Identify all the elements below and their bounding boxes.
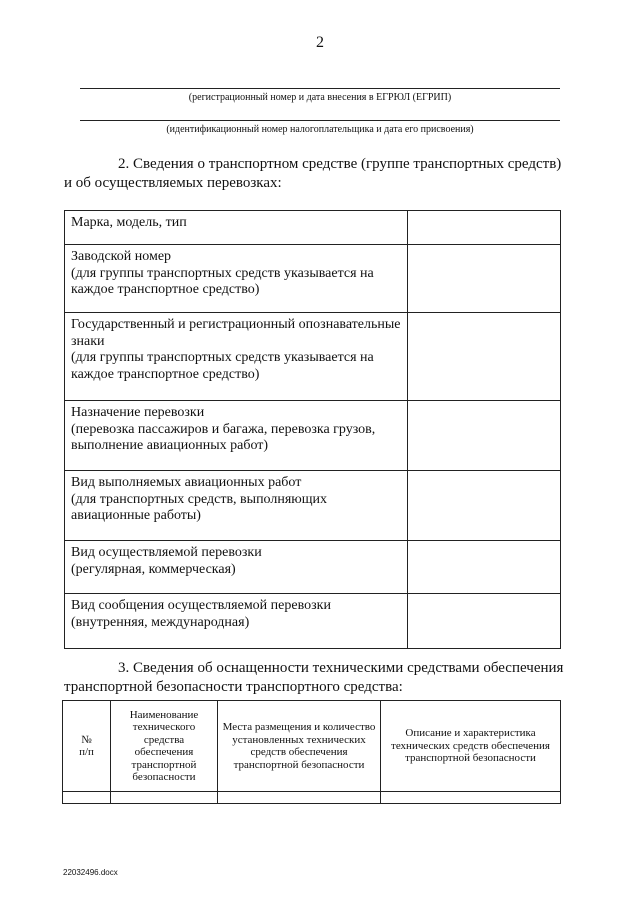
table-row-value xyxy=(408,313,561,401)
inn-line xyxy=(80,120,560,121)
table-row-label: Вид осуществляемой перевозки (регулярная, коммерческая) xyxy=(65,541,408,594)
vehicle-info-table xyxy=(64,210,561,649)
registration-caption: (регистрационный номер и дата внесения в ЕГРЮЛ (ЕГРИП) xyxy=(188,92,452,103)
table-row-label: Вид сообщения осуществляемой перевозки (внутренняя, международная) xyxy=(65,594,408,649)
table-cell xyxy=(381,792,561,804)
column-header-number: № п/п xyxy=(63,701,111,792)
section2-heading xyxy=(64,155,564,193)
table-row-value xyxy=(408,245,561,313)
column-header-description: Описание и характеристика технических средств обеспечения транспортной безопасности xyxy=(381,701,561,792)
table-row-label: Марка, модель, тип xyxy=(65,211,408,245)
table-cell xyxy=(218,792,381,804)
table-row-value xyxy=(408,211,561,245)
table-row-value xyxy=(408,401,561,471)
table-row-label: Заводской номер (для группы транспортных средств указывается на каждое транспортное средство) xyxy=(65,245,408,313)
table-row-label: Назначение перевозки (перевозка пассажиров и багажа, перевозка грузов, выполнение авиационных работ) xyxy=(65,401,408,471)
table-row-label: Вид выполняемых авиационных работ (для транспортных средств, выполняющих авиационные работы) xyxy=(65,471,408,541)
table-row-label: Государственный и регистрационный опознавательные знаки (для группы транспортных средств указывается на каждое транспортное средство) xyxy=(65,313,408,401)
inn-caption: (идентификационный номер налогоплательщика и дата его присвоения) xyxy=(166,124,474,135)
section3-heading-line2: транспортной безопасности транспортного средства: xyxy=(64,679,403,695)
section2-heading-line2: и об осуществляемых перевозках: xyxy=(64,175,282,191)
security-means-table xyxy=(62,700,561,804)
table-cell xyxy=(63,792,111,804)
section2-heading-line1: 2. Сведения о транспортном средстве (группе транспортных средств) xyxy=(118,156,562,172)
column-header-name: Наименование технического средства обеспечения транспортной безопасности xyxy=(111,701,218,792)
section3-heading-line1: 3. Сведения об оснащенности техническими средствами обеспечения xyxy=(118,660,564,676)
registration-line xyxy=(80,88,560,89)
table-row-value xyxy=(408,541,561,594)
table-row-value xyxy=(408,594,561,649)
table-row-value xyxy=(408,471,561,541)
table-cell xyxy=(111,792,218,804)
section3-heading xyxy=(64,659,564,697)
column-header-placement: Места размещения и количество установленных технических средств обеспечения транспортной безопасности xyxy=(218,701,381,792)
document-filename: 22032496.docx xyxy=(63,868,118,877)
page-number: 2 xyxy=(316,34,324,51)
